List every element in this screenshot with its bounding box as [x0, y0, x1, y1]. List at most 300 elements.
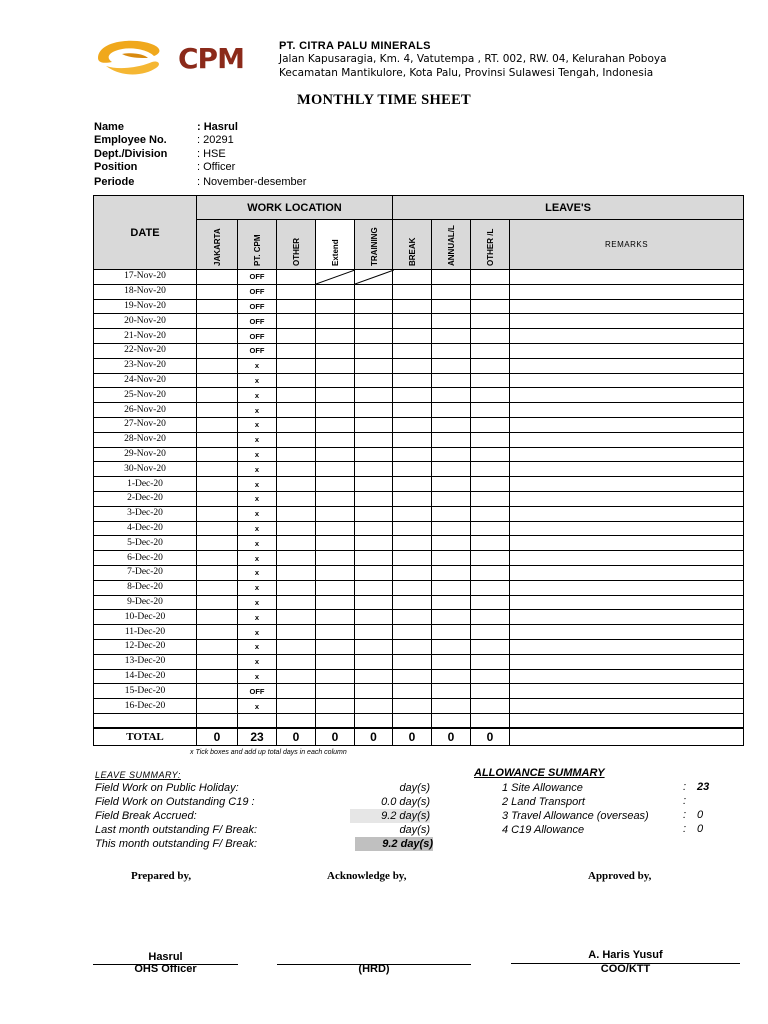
col-cpm	[238, 220, 277, 270]
row-tick-cell[interactable]	[277, 373, 316, 388]
row-tick-cell[interactable]	[197, 447, 238, 462]
row-tick-cell[interactable]	[355, 684, 393, 699]
row-tick-cell[interactable]	[316, 329, 355, 344]
row-tick-cell[interactable]	[197, 343, 238, 358]
row-tick-cell[interactable]	[355, 625, 393, 640]
company-address-line1: Jalan Kapusaragia, Km. 4, Vatutempa , RT. 002, RW. 04, Kelurahan Poboya	[279, 53, 667, 65]
row-tick-cell[interactable]	[471, 639, 510, 654]
row-tick-cell[interactable]	[432, 358, 471, 373]
row-cpm-cell[interactable]: x	[238, 565, 277, 580]
row-tick-cell[interactable]	[355, 521, 393, 536]
row-tick-cell[interactable]	[471, 551, 510, 566]
row-tick-cell[interactable]	[393, 417, 432, 432]
total-label: TOTAL	[94, 728, 197, 746]
row-tick-cell[interactable]	[316, 551, 355, 566]
acknowledge-by-label: Acknowledge by,	[327, 870, 407, 882]
row-tick-cell[interactable]	[471, 654, 510, 669]
row-tick-cell[interactable]	[471, 610, 510, 625]
row-cpm-cell[interactable]: OFF	[238, 684, 277, 699]
row-tick-cell[interactable]	[471, 506, 510, 521]
row-tick-cell[interactable]	[432, 299, 471, 314]
row-tick-cell[interactable]	[355, 343, 393, 358]
row-tick-cell[interactable]	[277, 625, 316, 640]
row-tick-cell[interactable]	[432, 684, 471, 699]
row-cpm-cell[interactable]: x	[238, 639, 277, 654]
row-tick-cell[interactable]	[432, 270, 471, 285]
row-tick-cell[interactable]	[316, 447, 355, 462]
row-tick-cell[interactable]	[471, 358, 510, 373]
row-tick-cell[interactable]	[393, 373, 432, 388]
row-cpm-cell[interactable]: x	[238, 610, 277, 625]
row-tick-cell[interactable]	[432, 314, 471, 329]
row-tick-cell[interactable]	[197, 358, 238, 373]
row-tick-cell[interactable]	[197, 417, 238, 432]
row-tick-cell[interactable]	[197, 521, 238, 536]
row-tick-cell[interactable]	[277, 491, 316, 506]
row-tick-cell[interactable]	[471, 447, 510, 462]
row-cpm-cell[interactable]: x	[238, 625, 277, 640]
row-tick-cell[interactable]	[355, 314, 393, 329]
row-tick-cell[interactable]	[432, 669, 471, 684]
row-tick-cell[interactable]	[393, 610, 432, 625]
row-tick-cell[interactable]	[355, 373, 393, 388]
row-tick-cell[interactable]	[393, 477, 432, 492]
row-tick-cell[interactable]	[393, 432, 432, 447]
timesheet-table	[93, 195, 744, 746]
row-tick-cell[interactable]	[277, 699, 316, 714]
row-cpm-cell[interactable]: x	[238, 388, 277, 403]
row-cpm-cell[interactable]: x	[238, 699, 277, 714]
row-tick-cell[interactable]	[316, 684, 355, 699]
row-tick-cell[interactable]	[355, 610, 393, 625]
row-date: 19-Nov-20	[94, 299, 197, 314]
row-tick-cell[interactable]	[471, 284, 510, 299]
prepared-name: Hasrul	[148, 951, 183, 963]
row-tick-cell[interactable]	[197, 639, 238, 654]
row-tick-cell[interactable]	[471, 462, 510, 477]
row-tick-cell[interactable]	[355, 462, 393, 477]
row-tick-cell[interactable]	[393, 388, 432, 403]
page-title: MONTHLY TIME SHEET	[296, 92, 472, 108]
row-date: 20-Nov-20	[94, 314, 197, 329]
row-tick-cell[interactable]	[355, 358, 393, 373]
col-training	[355, 220, 393, 270]
row-tick-cell[interactable]	[316, 491, 355, 506]
row-tick-cell[interactable]	[197, 432, 238, 447]
row-tick-cell[interactable]	[316, 506, 355, 521]
row-tick-cell[interactable]	[393, 314, 432, 329]
row-tick-cell[interactable]	[393, 358, 432, 373]
row-tick-cell[interactable]	[277, 521, 316, 536]
allowance-row-3-colon: :	[683, 823, 687, 835]
row-date: 2-Dec-20	[94, 491, 197, 506]
row-tick-cell[interactable]	[277, 314, 316, 329]
row-tick-cell[interactable]	[355, 669, 393, 684]
row-tick-cell[interactable]	[432, 536, 471, 551]
row-tick-cell[interactable]	[316, 270, 355, 285]
row-tick-cell[interactable]	[471, 625, 510, 640]
row-cpm-cell[interactable]: OFF	[238, 329, 277, 344]
row-tick-cell[interactable]	[197, 654, 238, 669]
row-tick-cell[interactable]	[316, 432, 355, 447]
row-tick-cell[interactable]	[432, 565, 471, 580]
row-tick-cell[interactable]	[393, 403, 432, 418]
row-tick-cell[interactable]	[316, 521, 355, 536]
row-date: 27-Nov-20	[94, 417, 197, 432]
row-cpm-cell[interactable]: x	[238, 521, 277, 536]
ack-role: (HRD)	[358, 963, 390, 975]
leave-row-2-value: 9.2 day(s)	[350, 809, 430, 823]
row-tick-cell[interactable]	[432, 521, 471, 536]
logo-text: CPM	[178, 42, 244, 75]
row-tick-cell[interactable]	[316, 373, 355, 388]
row-tick-cell[interactable]	[277, 432, 316, 447]
row-date: 10-Dec-20	[94, 610, 197, 625]
row-cpm-cell[interactable]: OFF	[238, 299, 277, 314]
approved-role: COO/KTT	[600, 963, 651, 975]
row-date: 7-Dec-20	[94, 565, 197, 580]
row-date: 3-Dec-20	[94, 506, 197, 521]
row-tick-cell[interactable]	[355, 284, 393, 299]
row-tick-cell[interactable]	[316, 403, 355, 418]
row-tick-cell[interactable]	[316, 462, 355, 477]
table-row	[94, 447, 744, 462]
row-tick-cell[interactable]	[471, 580, 510, 595]
row-tick-cell[interactable]	[316, 343, 355, 358]
row-remarks-cell	[510, 610, 744, 625]
row-tick-cell[interactable]	[316, 477, 355, 492]
row-tick-cell[interactable]	[355, 654, 393, 669]
row-tick-cell[interactable]	[316, 639, 355, 654]
leave-row-0-label: Field Work on Public Holiday:	[95, 782, 239, 794]
row-tick-cell[interactable]	[355, 491, 393, 506]
row-tick-cell[interactable]	[197, 314, 238, 329]
row-tick-cell[interactable]	[355, 536, 393, 551]
row-date: 14-Dec-20	[94, 669, 197, 684]
row-tick-cell[interactable]	[355, 639, 393, 654]
row-tick-cell[interactable]	[197, 388, 238, 403]
row-tick-cell[interactable]	[316, 536, 355, 551]
row-tick-cell[interactable]	[355, 477, 393, 492]
row-tick-cell[interactable]	[197, 551, 238, 566]
row-tick-cell[interactable]	[393, 669, 432, 684]
row-cpm-cell[interactable]: x	[238, 536, 277, 551]
row-tick-cell[interactable]	[316, 417, 355, 432]
row-tick-cell[interactable]	[355, 329, 393, 344]
row-tick-cell[interactable]	[277, 595, 316, 610]
row-tick-cell[interactable]	[355, 699, 393, 714]
row-tick-cell[interactable]	[355, 432, 393, 447]
row-tick-cell[interactable]	[393, 506, 432, 521]
row-tick-cell[interactable]	[471, 432, 510, 447]
diagonal-mark-icon	[316, 270, 355, 284]
period-value: : November-desember	[197, 176, 307, 188]
row-tick-cell[interactable]	[277, 565, 316, 580]
row-tick-cell[interactable]	[277, 403, 316, 418]
row-tick-cell[interactable]	[432, 699, 471, 714]
diagonal-mark-icon	[355, 270, 394, 284]
row-tick-cell[interactable]	[471, 417, 510, 432]
row-tick-cell[interactable]	[471, 491, 510, 506]
row-tick-cell[interactable]	[393, 595, 432, 610]
row-tick-cell[interactable]	[393, 580, 432, 595]
row-remarks-cell	[510, 506, 744, 521]
row-tick-cell[interactable]	[471, 477, 510, 492]
row-tick-cell[interactable]	[471, 699, 510, 714]
prepared-role: OHS Officer	[134, 963, 197, 975]
row-remarks-cell	[510, 521, 744, 536]
row-remarks-cell	[510, 477, 744, 492]
row-tick-cell[interactable]	[197, 610, 238, 625]
row-cpm-cell[interactable]: x	[238, 669, 277, 684]
row-tick-cell[interactable]	[355, 299, 393, 314]
row-tick-cell[interactable]	[316, 284, 355, 299]
leave-summary-heading: LEAVE SUMMARY:	[95, 770, 181, 780]
row-tick-cell[interactable]	[432, 654, 471, 669]
row-tick-cell[interactable]	[197, 625, 238, 640]
row-tick-cell[interactable]	[393, 462, 432, 477]
row-tick-cell[interactable]	[277, 299, 316, 314]
row-tick-cell[interactable]	[277, 388, 316, 403]
row-tick-cell[interactable]	[197, 477, 238, 492]
table-row	[94, 358, 744, 373]
row-tick-cell[interactable]	[197, 506, 238, 521]
row-cpm-cell[interactable]: x	[238, 447, 277, 462]
row-tick-cell[interactable]	[393, 625, 432, 640]
row-tick-cell[interactable]	[432, 551, 471, 566]
row-tick-cell[interactable]	[277, 536, 316, 551]
row-tick-cell[interactable]	[277, 580, 316, 595]
row-tick-cell[interactable]	[471, 343, 510, 358]
row-remarks-cell	[510, 491, 744, 506]
row-tick-cell[interactable]	[197, 299, 238, 314]
row-tick-cell[interactable]	[393, 521, 432, 536]
row-tick-cell[interactable]	[197, 536, 238, 551]
table-row	[94, 314, 744, 329]
row-tick-cell[interactable]	[471, 314, 510, 329]
row-cpm-cell[interactable]: x	[238, 580, 277, 595]
row-tick-cell[interactable]	[393, 699, 432, 714]
row-tick-cell[interactable]	[277, 669, 316, 684]
blank-cell	[510, 713, 744, 728]
row-tick-cell[interactable]	[316, 299, 355, 314]
row-cpm-cell[interactable]: OFF	[238, 343, 277, 358]
row-tick-cell[interactable]	[355, 580, 393, 595]
table-row	[94, 329, 744, 344]
row-tick-cell[interactable]	[355, 506, 393, 521]
row-cpm-cell[interactable]: x	[238, 491, 277, 506]
row-tick-cell[interactable]	[471, 521, 510, 536]
row-tick-cell[interactable]	[471, 595, 510, 610]
row-tick-cell[interactable]	[197, 491, 238, 506]
row-tick-cell[interactable]	[197, 329, 238, 344]
row-tick-cell[interactable]	[277, 684, 316, 699]
row-tick-cell[interactable]	[197, 462, 238, 477]
row-date: 15-Dec-20	[94, 684, 197, 699]
row-tick-cell[interactable]	[432, 403, 471, 418]
row-tick-cell[interactable]	[197, 684, 238, 699]
row-tick-cell[interactable]	[393, 565, 432, 580]
row-cpm-cell[interactable]: x	[238, 432, 277, 447]
row-tick-cell[interactable]	[316, 580, 355, 595]
row-tick-cell[interactable]	[471, 669, 510, 684]
row-tick-cell[interactable]	[393, 284, 432, 299]
row-tick-cell[interactable]	[355, 551, 393, 566]
row-tick-cell[interactable]	[355, 417, 393, 432]
row-tick-cell[interactable]	[432, 417, 471, 432]
row-cpm-cell[interactable]: x	[238, 551, 277, 566]
row-tick-cell[interactable]	[197, 580, 238, 595]
total-row	[94, 728, 744, 746]
row-tick-cell[interactable]	[393, 270, 432, 285]
row-cpm-cell[interactable]: x	[238, 506, 277, 521]
row-date: 8-Dec-20	[94, 580, 197, 595]
row-tick-cell[interactable]	[471, 684, 510, 699]
row-tick-cell[interactable]	[316, 610, 355, 625]
row-tick-cell[interactable]	[393, 639, 432, 654]
row-tick-cell[interactable]	[432, 506, 471, 521]
row-tick-cell[interactable]	[393, 551, 432, 566]
blank-cell	[277, 713, 316, 728]
row-tick-cell[interactable]	[316, 654, 355, 669]
row-tick-cell[interactable]	[197, 669, 238, 684]
row-tick-cell[interactable]	[316, 669, 355, 684]
row-tick-cell[interactable]	[432, 284, 471, 299]
row-tick-cell[interactable]	[355, 270, 393, 285]
row-remarks-cell	[510, 684, 744, 699]
row-tick-cell[interactable]	[432, 610, 471, 625]
row-tick-cell[interactable]	[393, 299, 432, 314]
row-tick-cell[interactable]	[393, 654, 432, 669]
row-tick-cell[interactable]	[471, 373, 510, 388]
row-tick-cell[interactable]	[393, 329, 432, 344]
row-tick-cell[interactable]	[316, 388, 355, 403]
row-tick-cell[interactable]	[432, 373, 471, 388]
row-cpm-cell[interactable]: x	[238, 654, 277, 669]
row-cpm-cell[interactable]: x	[238, 477, 277, 492]
row-tick-cell[interactable]	[471, 329, 510, 344]
total-value: 0	[316, 728, 355, 746]
row-tick-cell[interactable]	[277, 639, 316, 654]
row-tick-cell[interactable]	[393, 536, 432, 551]
row-tick-cell[interactable]	[355, 565, 393, 580]
row-tick-cell[interactable]	[471, 403, 510, 418]
row-tick-cell[interactable]	[432, 447, 471, 462]
allowance-row-1-colon: :	[683, 795, 687, 807]
row-tick-cell[interactable]	[197, 403, 238, 418]
table-row	[94, 373, 744, 388]
row-tick-cell[interactable]	[471, 270, 510, 285]
row-tick-cell[interactable]	[277, 358, 316, 373]
row-tick-cell[interactable]	[393, 684, 432, 699]
row-remarks-cell	[510, 373, 744, 388]
row-tick-cell[interactable]	[432, 491, 471, 506]
row-tick-cell[interactable]	[432, 477, 471, 492]
row-tick-cell[interactable]	[316, 565, 355, 580]
row-tick-cell[interactable]	[432, 639, 471, 654]
approved-by-label: Approved by,	[588, 870, 652, 882]
row-tick-cell[interactable]	[277, 610, 316, 625]
row-tick-cell[interactable]	[277, 506, 316, 521]
allowance-summary-heading: ALLOWANCE SUMMARY	[474, 767, 605, 779]
row-cpm-cell[interactable]: OFF	[238, 270, 277, 285]
row-tick-cell[interactable]	[197, 270, 238, 285]
row-tick-cell[interactable]	[277, 447, 316, 462]
row-cpm-cell[interactable]: OFF	[238, 314, 277, 329]
blank-cell	[197, 713, 238, 728]
row-tick-cell[interactable]	[471, 388, 510, 403]
col-training-label: TRAINING	[369, 227, 379, 266]
row-remarks-cell	[510, 284, 744, 299]
row-cpm-cell[interactable]: x	[238, 358, 277, 373]
row-tick-cell[interactable]	[355, 595, 393, 610]
row-tick-cell[interactable]	[355, 447, 393, 462]
blank-cell	[316, 713, 355, 728]
row-tick-cell[interactable]	[432, 580, 471, 595]
row-tick-cell[interactable]	[471, 299, 510, 314]
row-tick-cell[interactable]	[432, 388, 471, 403]
row-tick-cell[interactable]	[197, 595, 238, 610]
row-tick-cell[interactable]	[432, 432, 471, 447]
row-tick-cell[interactable]	[393, 447, 432, 462]
row-tick-cell[interactable]	[316, 314, 355, 329]
row-cpm-cell[interactable]: x	[238, 462, 277, 477]
row-tick-cell[interactable]	[471, 565, 510, 580]
row-cpm-cell[interactable]: x	[238, 595, 277, 610]
remarks-header: REMARKS	[510, 220, 744, 270]
row-remarks-cell	[510, 358, 744, 373]
row-tick-cell[interactable]	[316, 699, 355, 714]
row-tick-cell[interactable]	[432, 343, 471, 358]
row-tick-cell[interactable]	[355, 403, 393, 418]
row-tick-cell[interactable]	[197, 284, 238, 299]
date-header: DATE	[94, 196, 197, 270]
allowance-row-2-value: 0	[697, 809, 704, 821]
row-tick-cell[interactable]	[277, 284, 316, 299]
row-tick-cell[interactable]	[316, 358, 355, 373]
row-tick-cell[interactable]	[277, 462, 316, 477]
row-tick-cell[interactable]	[432, 625, 471, 640]
row-tick-cell[interactable]	[355, 388, 393, 403]
row-cpm-cell[interactable]: OFF	[238, 284, 277, 299]
row-tick-cell[interactable]	[393, 343, 432, 358]
row-cpm-cell[interactable]: x	[238, 403, 277, 418]
row-tick-cell[interactable]	[277, 343, 316, 358]
row-remarks-cell	[510, 565, 744, 580]
row-tick-cell[interactable]	[277, 654, 316, 669]
row-tick-cell[interactable]	[277, 477, 316, 492]
row-tick-cell[interactable]	[277, 551, 316, 566]
row-tick-cell[interactable]	[277, 270, 316, 285]
table-note: x Tick boxes and add up total days in each column	[190, 749, 347, 756]
row-tick-cell[interactable]	[432, 462, 471, 477]
row-cpm-cell[interactable]: x	[238, 373, 277, 388]
row-cpm-cell[interactable]: x	[238, 417, 277, 432]
row-tick-cell[interactable]	[471, 536, 510, 551]
row-tick-cell[interactable]	[277, 329, 316, 344]
row-tick-cell[interactable]	[197, 565, 238, 580]
row-tick-cell[interactable]	[393, 491, 432, 506]
row-remarks-cell	[510, 669, 744, 684]
row-tick-cell[interactable]	[432, 329, 471, 344]
row-tick-cell[interactable]	[316, 595, 355, 610]
row-tick-cell[interactable]	[277, 417, 316, 432]
row-tick-cell[interactable]	[432, 595, 471, 610]
row-tick-cell[interactable]	[197, 373, 238, 388]
row-tick-cell[interactable]	[316, 625, 355, 640]
leave-row-0-value: day(s)	[399, 782, 430, 794]
row-tick-cell[interactable]	[197, 699, 238, 714]
